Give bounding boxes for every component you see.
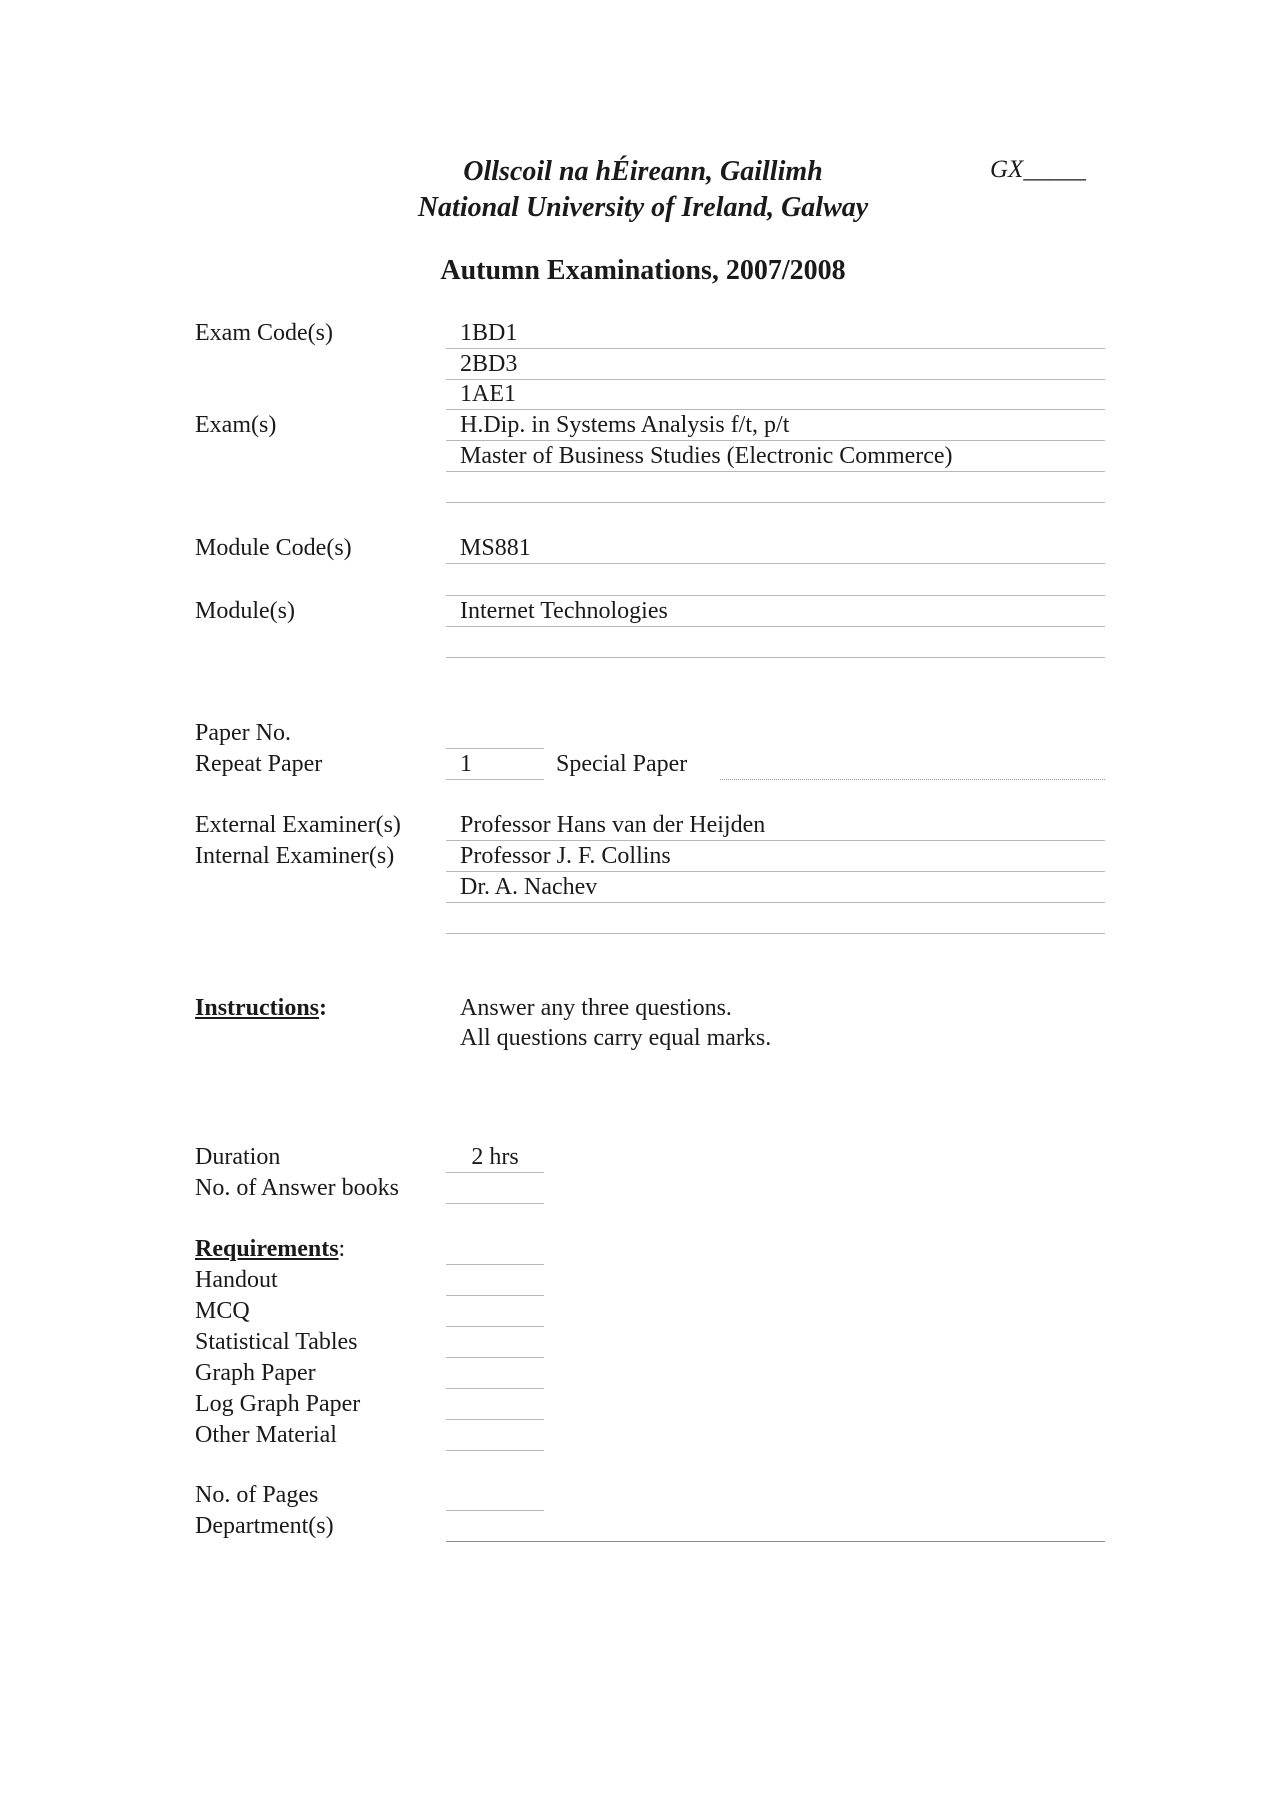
requirements-label [195, 1236, 345, 1263]
exam-code-2: 2BD3 [460, 351, 518, 377]
university-name-english: National University of Ireland, Galway [417, 192, 869, 223]
module-name-rule [446, 626, 1105, 627]
module-name: Internet Technologies [460, 598, 668, 624]
external-examiner-rule [446, 840, 1105, 841]
exam-code-2-rule [446, 379, 1105, 380]
exam-1: H.Dip. in Systems Analysis f/t, p/t [460, 412, 790, 438]
requirement-mcq: MCQ [195, 1298, 250, 1324]
department-label: Department(s) [195, 1513, 334, 1539]
special-paper-rule [720, 779, 1105, 780]
module-code: MS881 [460, 535, 531, 561]
exam-code-3: 1AE1 [460, 381, 516, 407]
repeat-paper-rule [446, 779, 544, 780]
exam-3-rule [446, 502, 1105, 503]
internal-examiner-3-rule [446, 933, 1105, 934]
exam-code-1: 1BD1 [460, 320, 518, 346]
exams-label: Exam(s) [195, 412, 277, 438]
internal-examiner-2-rule [446, 902, 1105, 903]
requirements-rule [446, 1264, 544, 1265]
exam-2: Master of Business Studies (Electronic Commerce) [460, 443, 953, 469]
duration-value: 2 hrs [471, 1144, 519, 1170]
page-title: Autumn Examinations, 2007/2008 [440, 255, 846, 286]
module-code-rule [446, 563, 1105, 564]
requirement-mcq-rule [446, 1326, 544, 1327]
university-name-irish: Ollscoil na hÉireann, Gaillimh [463, 156, 823, 187]
exam-code-3-rule [446, 409, 1105, 410]
requirement-log-graph-paper: Log Graph Paper [195, 1391, 361, 1417]
instruction-line-2: All questions carry equal marks. [460, 1025, 772, 1051]
instructions-label [195, 995, 327, 1022]
instructions-colon: : [319, 995, 328, 1021]
repeat-paper-value: 1 [460, 751, 472, 777]
duration-label: Duration [195, 1144, 281, 1170]
department-rule [446, 1541, 1105, 1542]
instructions-label-text: Instructions [195, 995, 320, 1021]
requirement-graph-paper: Graph Paper [195, 1360, 316, 1386]
requirement-handout-rule [446, 1295, 544, 1296]
external-examiner-label: External Examiner(s) [195, 812, 401, 838]
exam-codes-label: Exam Code(s) [195, 320, 333, 346]
repeat-paper-label: Repeat Paper [195, 751, 323, 777]
exam-code-1-rule [446, 348, 1105, 349]
module-code-rule-2 [446, 595, 1105, 596]
requirement-other-material: Other Material [195, 1422, 337, 1448]
internal-examiner-label: Internal Examiner(s) [195, 843, 395, 869]
requirements-colon: : [338, 1236, 346, 1262]
requirement-statistical-tables-rule [446, 1357, 544, 1358]
exam-1-rule [446, 440, 1105, 441]
paper-no-rule [446, 748, 544, 749]
gx-code: GX_____ [990, 156, 1086, 183]
external-examiner-value: Professor Hans van der Heijden [460, 812, 766, 838]
internal-examiner-1: Professor J. F. Collins [460, 843, 671, 869]
requirements-label-text: Requirements [195, 1236, 339, 1262]
instruction-line-1: Answer any three questions. [460, 995, 732, 1021]
requirement-handout: Handout [195, 1267, 278, 1293]
pages-rule [446, 1510, 544, 1511]
duration-rule [446, 1172, 544, 1173]
internal-examiner-2: Dr. A. Nachev [460, 874, 598, 900]
module-codes-label: Module Code(s) [195, 535, 352, 561]
requirement-statistical-tables: Statistical Tables [195, 1329, 358, 1355]
modules-label: Module(s) [195, 598, 295, 624]
internal-examiner-1-rule [446, 871, 1105, 872]
requirement-graph-paper-rule [446, 1388, 544, 1389]
pages-label: No. of Pages [195, 1482, 319, 1508]
answer-books-rule [446, 1203, 544, 1204]
requirement-log-graph-paper-rule [446, 1419, 544, 1420]
answer-books-label: No. of Answer books [195, 1175, 399, 1201]
exam-2-rule [446, 471, 1105, 472]
module-name-rule-2 [446, 657, 1105, 658]
special-paper-label: Special Paper [556, 751, 688, 777]
requirement-other-material-rule [446, 1450, 544, 1451]
paper-no-label: Paper No. [195, 720, 291, 746]
